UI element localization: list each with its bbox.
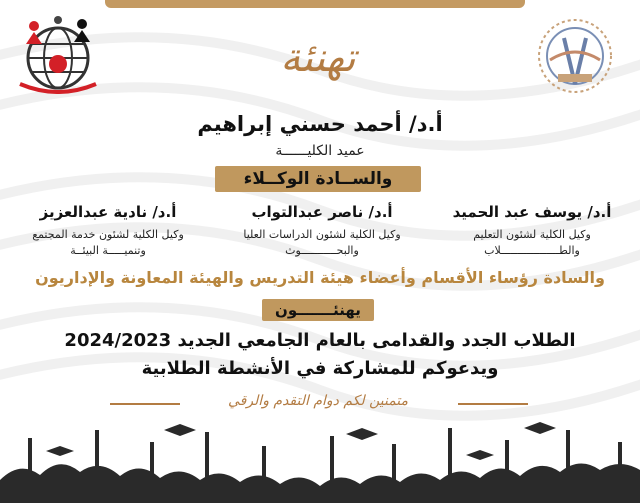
message-line-1: الطلاب الجدد والقدامى بالعام الجامعي الجديد 2024/2023 — [64, 330, 576, 351]
dean-name: أ.د/ أحمد حسني إبراهيم — [197, 112, 443, 136]
wish-line: متمنين لكم دوام التقدم والرقي — [227, 393, 409, 409]
staff-line: والسادة رؤساء الأقسام وأعضاء هيئة التدريس والهيئة المعاونة والإداريون — [35, 268, 605, 287]
congratulations-headline: تهنئة — [280, 35, 356, 81]
wish-divider-right — [458, 403, 528, 405]
vice-dean-role: والطــــــــــــــــــلاب — [484, 244, 580, 257]
vice-dean-role: وكيل الكلية لشئون خدمة المجتمع — [32, 228, 184, 241]
vice-dean-3 — [4, 203, 212, 259]
top-gold-bar — [105, 0, 525, 8]
dean-title: عميد الكليــــــة — [275, 143, 365, 159]
globe-people-logo — [12, 14, 104, 94]
vice-dean-name: أ.د/ نادية عبدالعزيز — [39, 203, 177, 221]
vice-dean-role: وكيل الكلية لشئون الدراسات العليا — [243, 228, 401, 241]
vice-dean-name: أ.د/ يوسف عبد الحميد — [452, 203, 612, 221]
agents-banner: والســادة الوكــلاء — [215, 166, 421, 192]
vice-dean-1 — [432, 203, 632, 259]
vice-dean-role: والبحـــــــــــوث — [285, 244, 359, 257]
message-line-2: ويدعوكم للمشاركة في الأنشطة الطلابية — [141, 358, 499, 379]
vice-dean-role: وتنميـــــة البيئــة — [70, 244, 146, 257]
vice-dean-name: أ.د/ ناصر عبدالتواب — [251, 203, 393, 221]
vice-dean-2 — [226, 203, 418, 259]
university-emblem-logo — [528, 14, 622, 98]
graduates-silhouette — [0, 420, 640, 503]
congrats-banner: يهنئـــــــون — [262, 299, 374, 321]
vice-dean-role: وكيل الكلية لشئون التعليم — [473, 228, 591, 241]
